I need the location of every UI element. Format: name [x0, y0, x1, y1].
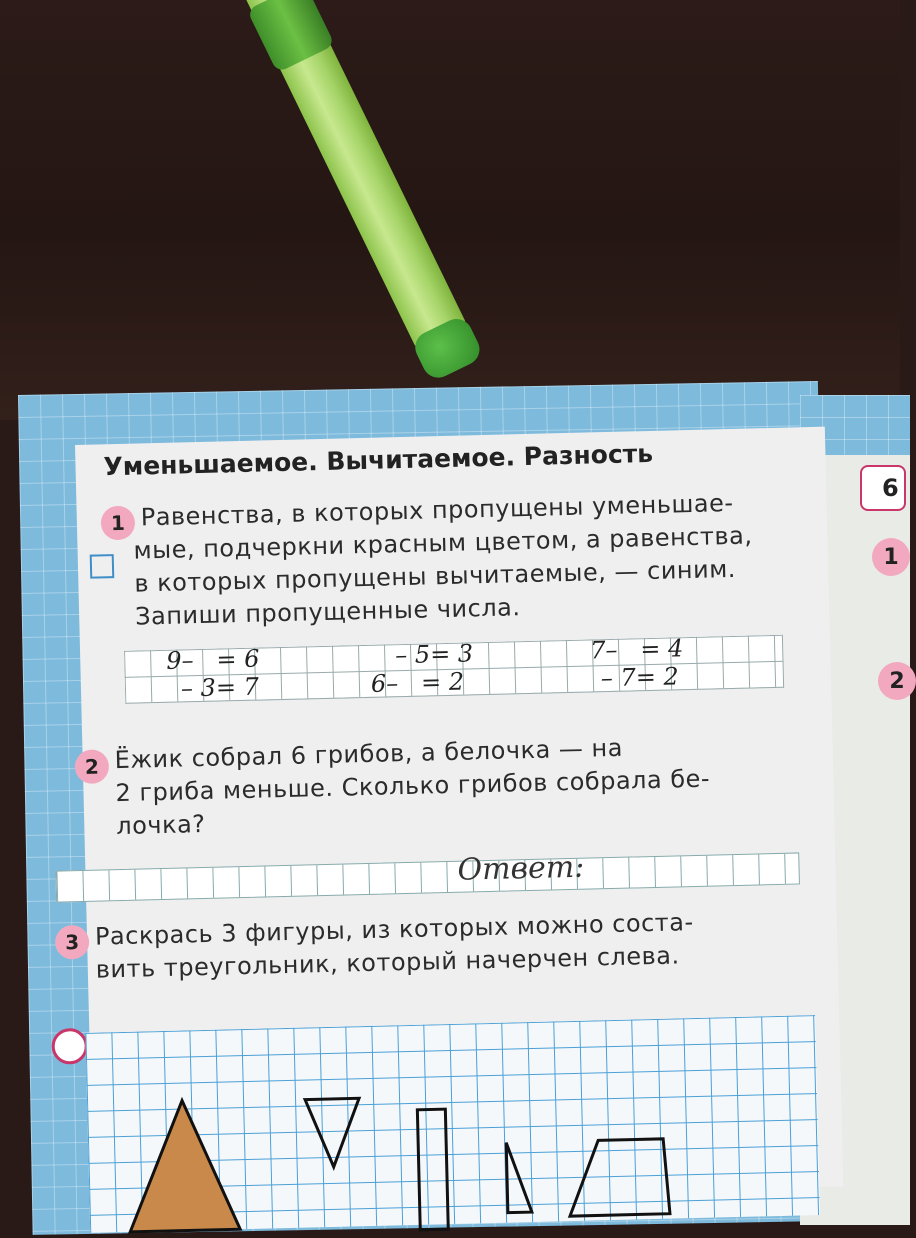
page-sheet [64, 427, 843, 1205]
shape-rectangle[interactable] [417, 1109, 448, 1230]
answer-field[interactable] [55, 849, 800, 902]
task-2-line-3: лочка? [115, 809, 206, 841]
equation-4[interactable]: – 3= 7 [180, 672, 260, 703]
equation-1[interactable]: 9– = 6 [165, 644, 260, 675]
task-1-line-2: мые, подчеркни красным цветом, а равенства, [133, 521, 753, 565]
task-3-drawing-grid [85, 1015, 820, 1233]
shape-right-triangle[interactable] [506, 1142, 532, 1213]
right-task-badge-1: 1 [872, 538, 910, 576]
task-1-checkbox[interactable] [90, 554, 115, 579]
shape-inverted-triangle[interactable] [305, 1098, 361, 1167]
task-3-line-2: вить треугольник, который начерчен слева. [95, 941, 680, 984]
equation-6[interactable]: – 7= 2 [600, 662, 680, 693]
task-2-line-1: Ёжик собрал 6 грибов, а белочка — на [114, 733, 624, 775]
reference-triangle [127, 1099, 240, 1232]
equation-3[interactable]: 7– = 4 [589, 634, 684, 665]
task-1-badge: 1 [101, 506, 136, 541]
shape-trapezoid[interactable] [568, 1139, 670, 1216]
task-1-line-1: Равенства, в которых пропущены уменьшае- [140, 488, 734, 532]
answer-label: Ответ: [457, 849, 585, 888]
page-title: Уменьшаемое. Вычитаемое. Разность [103, 438, 654, 482]
equation-5[interactable]: 6– = 2 [370, 667, 465, 698]
task-1-line-4: Запиши пропущенные числа. [134, 593, 521, 631]
right-task-badge-2: 2 [878, 662, 916, 700]
equation-2[interactable]: – 5= 3 [394, 639, 474, 670]
shapes-drawing [85, 1015, 820, 1233]
task-2-line-2: 2 гриба меньше. Сколько грибов собрала бе- [115, 764, 711, 808]
task-3-line-1: Раскрась 3 фигуры, из которых можно соста- [94, 908, 694, 951]
task-1-line-3: в которых пропущены вычитаемые, — синим. [134, 554, 737, 598]
task-2-badge: 2 [74, 749, 109, 784]
page-number: 6 [860, 465, 906, 511]
task-3-badge: 3 [55, 925, 90, 960]
